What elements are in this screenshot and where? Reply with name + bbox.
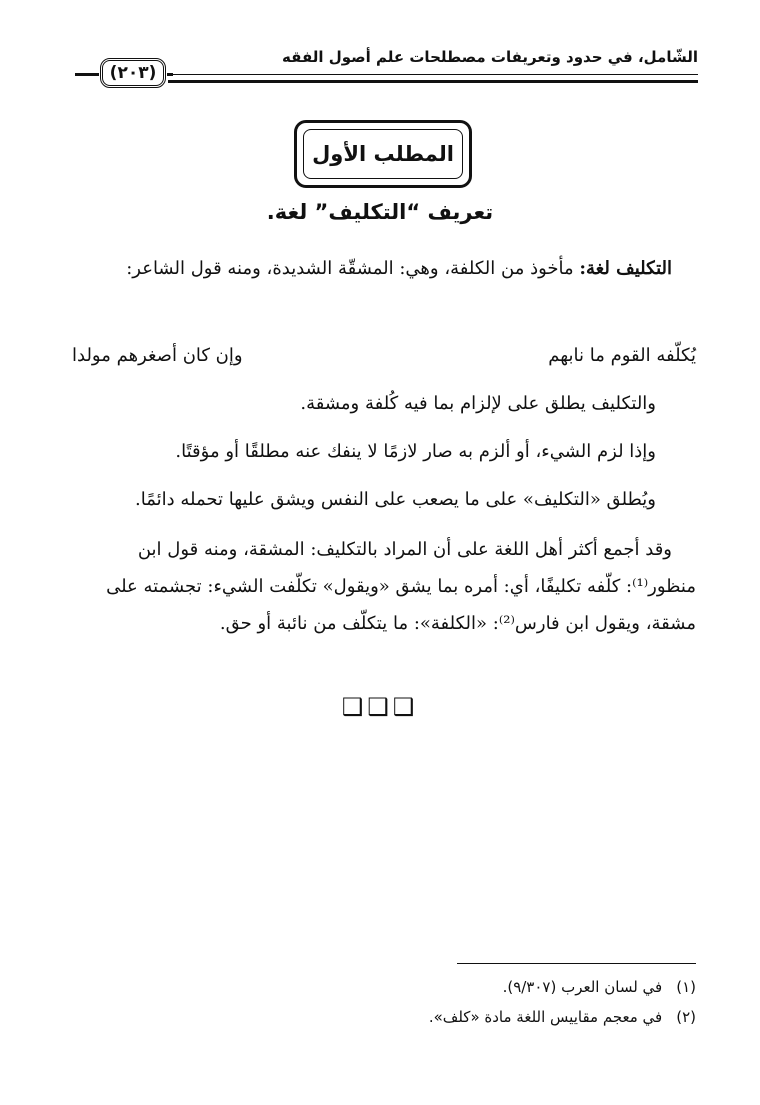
poetry-verse (72, 337, 696, 374)
footnote-item (72, 972, 696, 1002)
definition-text: مأخوذ من الكلفة، وهي: المشقّة الشديدة، ومنه قول الشاعر: (126, 258, 580, 279)
section-end-ornament: ❑❑❑ (341, 693, 419, 721)
section-heading-frame (294, 120, 472, 188)
paragraph-3: وإذا لزم الشيء، أو ألزم به صار لازمًا لا ينفك عنه مطلقًا أو مؤقتًا. (175, 441, 656, 462)
footnotes (72, 972, 696, 1032)
definition-lead: التكليف لغة: (579, 258, 672, 279)
running-title: الشّامل، في حدود وتعريفات مصطلحات علم أصول الفقه (282, 48, 698, 66)
subheading: تعريف “التكليف” لغة. (266, 200, 494, 224)
verse-second-hemistich: وإن كان أصغرهم مولدا (72, 345, 243, 366)
header-rule-thick (168, 80, 698, 83)
section-heading: المطلب الأول (303, 129, 463, 179)
paragraph-2: والتكليف يطلق على لإلزام بما فيه كُلفة ومشقة. (300, 393, 656, 414)
footnote-text: في معجم مقاييس اللغة مادة «كلف». (428, 1008, 663, 1026)
footnote-item (72, 1002, 696, 1032)
verse-first-hemistich: يُكلّفه القوم ما نابهم (548, 345, 696, 366)
footnote-text: في لسان العرب (٩/٣٠٧). (502, 978, 663, 996)
footnote-number: (١) (676, 978, 696, 996)
paragraph-4: ويُطلق «التكليف» على ما يصعب على النفس ويشق عليها تحمله دائمًا. (134, 489, 656, 510)
header-rule-thin (168, 74, 698, 75)
paragraph-5: وقد أجمع أكثر أهل اللغة على أن المراد بالتكليف: المشقة، ومنه قول ابن منظور⁽¹⁾: كلّفه تكليفًا، أي: أمره بما يشق «ويقول» تكلّفت الشيء: تجشمته على مشقة، ويقول ابن فارس⁽²⁾: «الكلفة»: ما يتكلّف من نائبة أو حق. (106, 539, 696, 634)
page-number: (٢٠٣) (100, 58, 166, 88)
footnote-rule (457, 963, 696, 964)
footnote-number: (٢) (676, 1008, 696, 1026)
paragraph-definition (72, 250, 696, 287)
